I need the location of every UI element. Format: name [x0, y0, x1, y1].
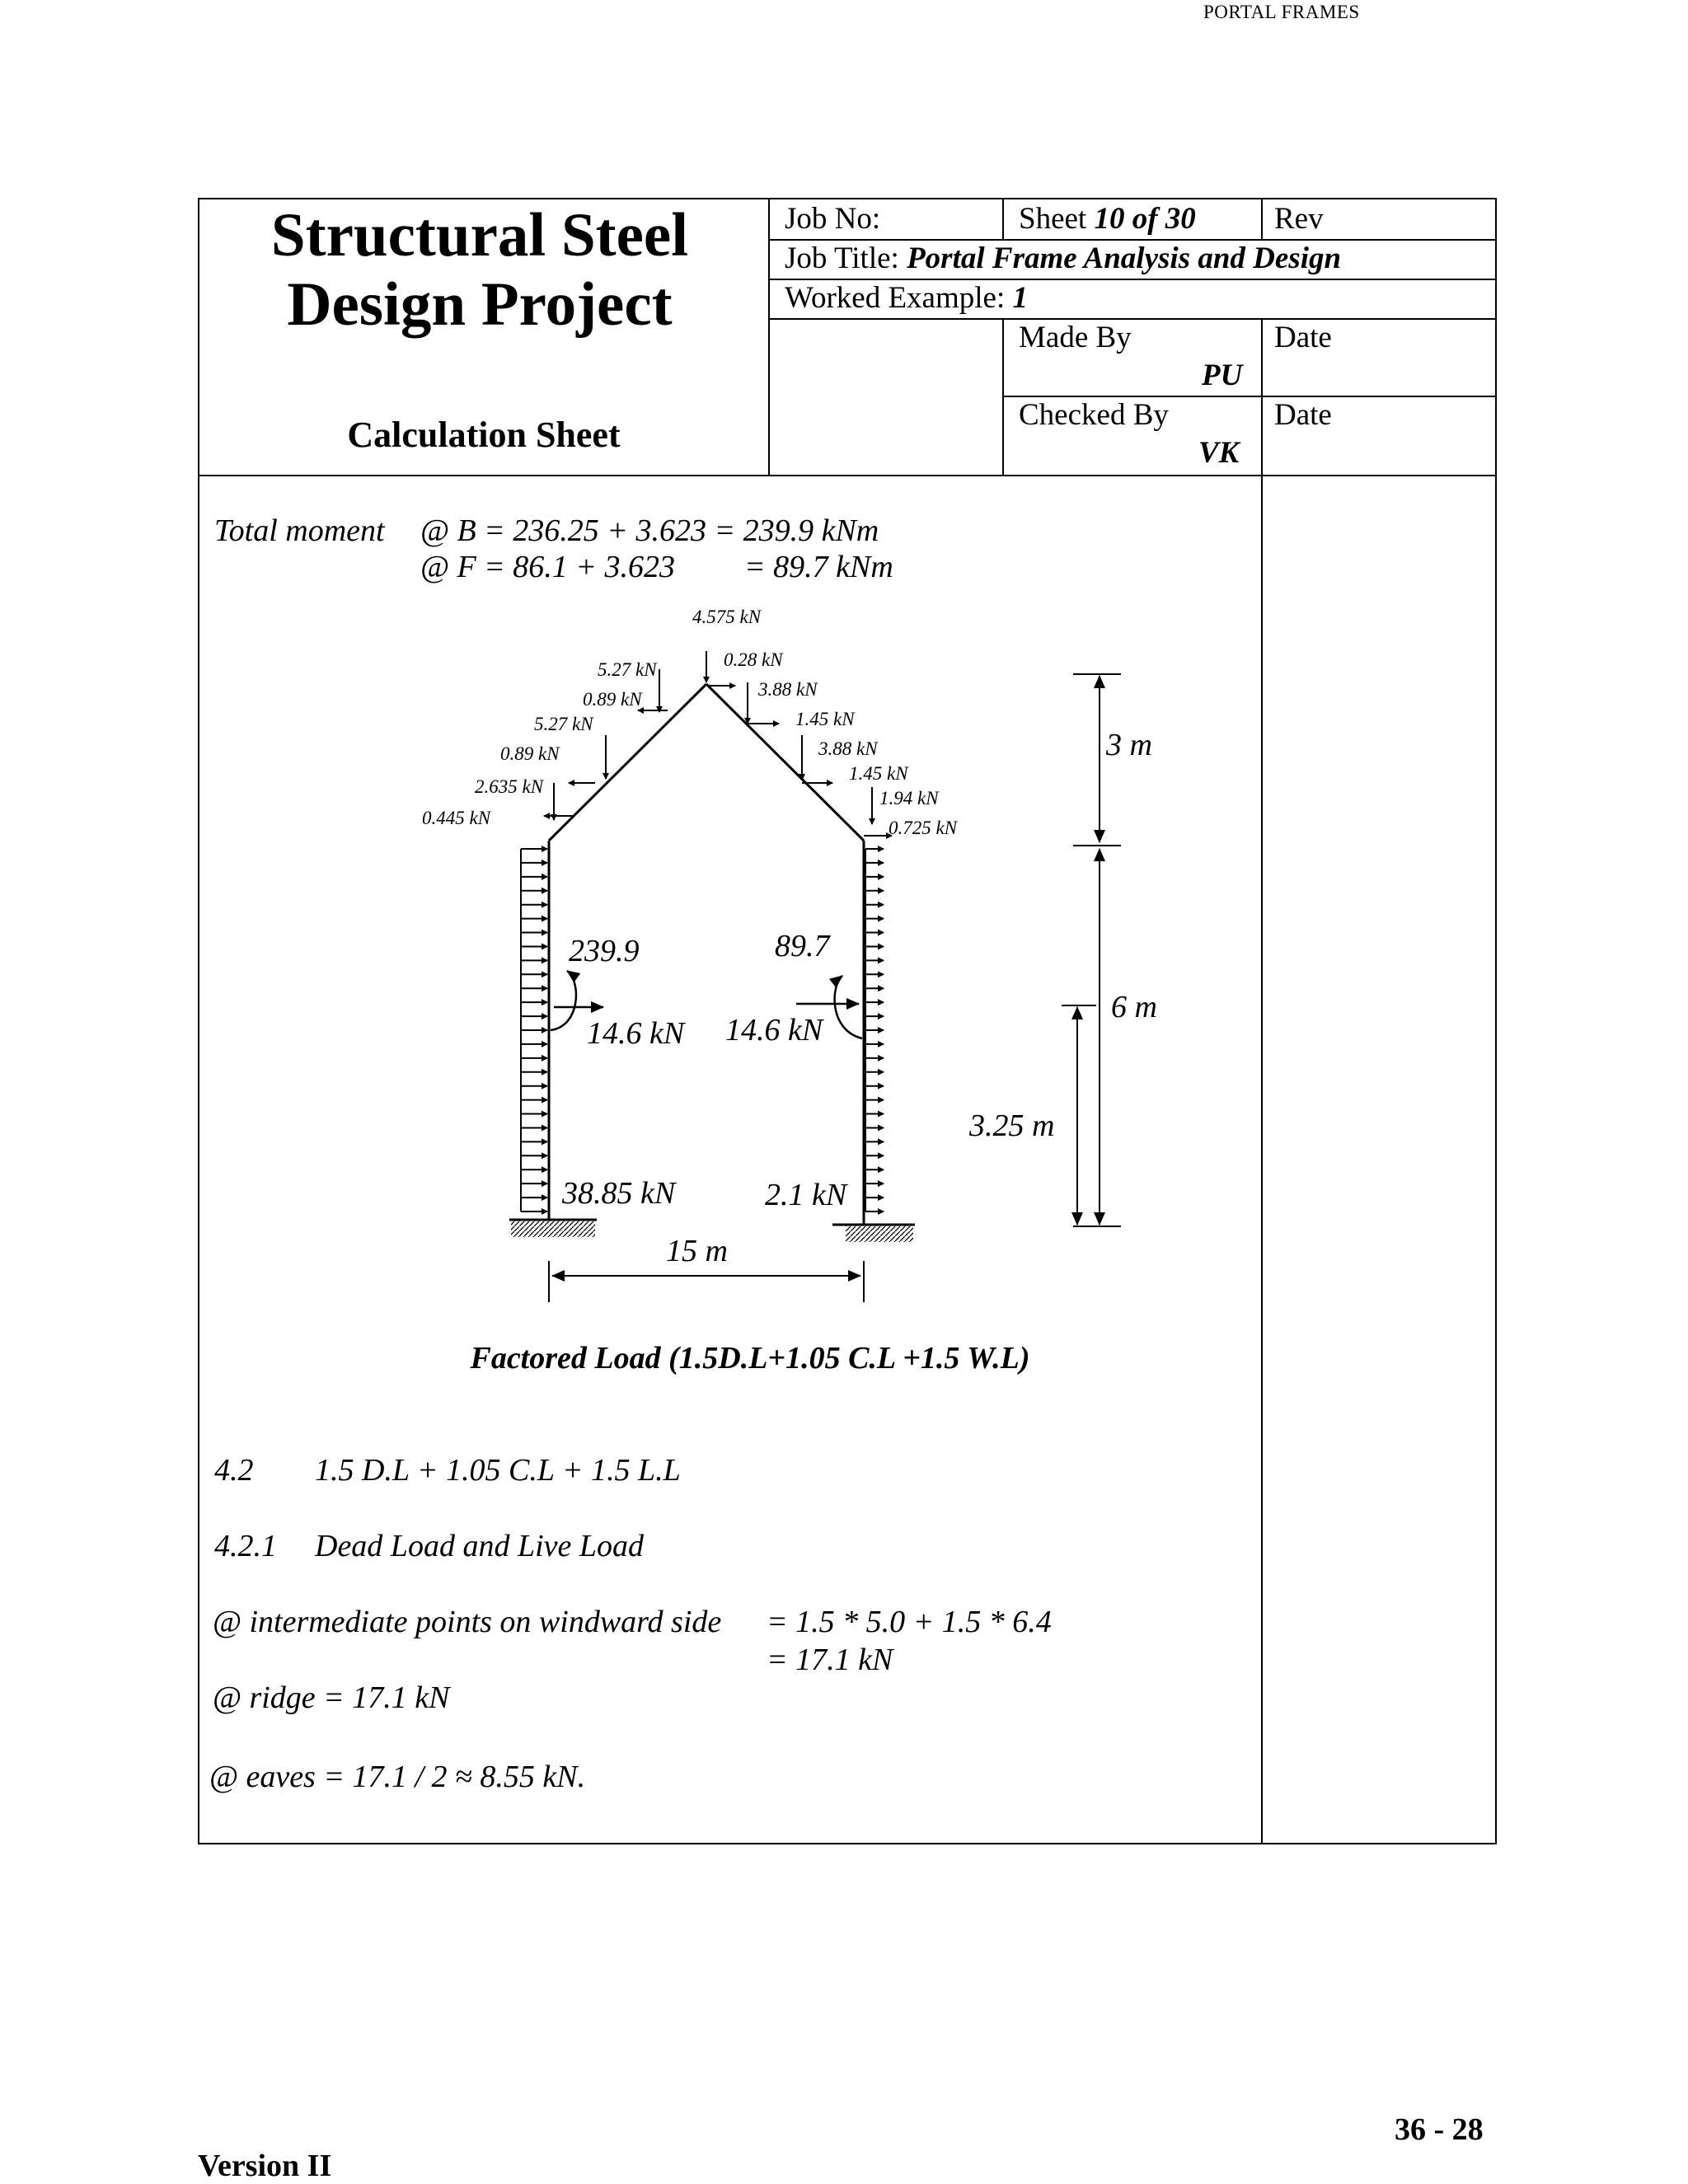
total-moment-b: @ B = 236.25 + 3.623 = 239.9 kNm [420, 513, 879, 548]
right-load-label-5: 1.45 kN [849, 763, 908, 784]
date-label-2: Date [1274, 398, 1332, 432]
job-title-label: Job Title: [785, 241, 899, 275]
right-rafter [706, 684, 864, 841]
right-load-label-7: 0.725 kN [889, 818, 958, 838]
moment-f-label: 89.7 [775, 929, 830, 963]
worked-example-value: 1 [1012, 281, 1028, 315]
running-header: PORTAL FRAMES [1203, 2, 1360, 22]
left-load-label-4: 0.89 kN [500, 743, 560, 764]
section-42-text: 1.5 D.L + 1.05 C.L + 1.5 L.L [315, 1453, 681, 1488]
span-label: 15 m [666, 1234, 728, 1268]
total-moment-label: Total moment [214, 513, 385, 548]
sheet-label: Sheet [1019, 202, 1087, 236]
intermediate-eq2: = 17.1 kN [767, 1643, 893, 1677]
sheet-type: Calculation Sheet [347, 415, 621, 455]
rev-label: Rev [1274, 202, 1324, 236]
total-moment-f-left: @ F = 86.1 + 3.623 [420, 550, 675, 584]
page-number: 36 - 28 [1395, 2112, 1484, 2147]
ridge-load-label: 4.575 kN [692, 607, 762, 627]
rafter-rise-label: 3 m [1106, 728, 1152, 762]
checked-by-value: VK [1198, 436, 1240, 470]
moment-b-curve [551, 971, 576, 1030]
moment-f-curve [835, 976, 862, 1038]
right-load-label-1: 0.28 kN [724, 649, 783, 670]
worked-example-label: Worked Example: [785, 281, 1006, 315]
total-moment-f-right: = 89.7 kNm [744, 550, 893, 584]
section-421-text: Dead Load and Live Load [315, 1529, 644, 1563]
right-load-label-6: 1.94 kN [879, 788, 939, 808]
project-title-line2: Design Project [287, 270, 673, 339]
checked-by-label: Checked By [1019, 398, 1169, 432]
sheet-value: 10 of 30 [1094, 202, 1196, 236]
reaction-right-label: 2.1 kN [765, 1178, 847, 1212]
shear-left-label: 14.6 kN [587, 1016, 685, 1051]
diagram-caption: Factored Load (1.5D.L+1.05 C.L +1.5 W.L) [470, 1341, 1030, 1376]
eaves-line: @ eaves = 17.1 / 2 ≈ 8.55 kN. [209, 1760, 586, 1794]
intermediate-label: @ intermediate points on windward side [213, 1605, 722, 1639]
made-by-value: PU [1202, 359, 1243, 392]
moment-b-label: 239.9 [569, 934, 640, 968]
left-load-label-6: 0.445 kN [422, 808, 491, 828]
job-title-value: Portal Frame Analysis and Design [907, 241, 1342, 275]
project-title-line1: Structural Steel [270, 201, 689, 269]
ridge-line: @ ridge = 17.1 kN [213, 1680, 450, 1715]
left-load-label-3: 5.27 kN [534, 714, 593, 734]
version-label: Version II [198, 2149, 332, 2183]
resultant-height-label: 3.25 m [969, 1108, 1055, 1143]
reaction-left-label: 38.85 kN [562, 1176, 676, 1211]
column-height-label: 6 m [1111, 990, 1157, 1024]
left-support-hatch [511, 1221, 595, 1237]
left-column-wind-arrows [521, 849, 547, 1212]
right-load-label-3: 1.45 kN [795, 709, 855, 729]
right-load-label-4: 3.88 kN [818, 738, 878, 759]
date-label-1: Date [1274, 321, 1332, 354]
right-column-wind-arrows [865, 849, 884, 1212]
section-42-number: 4.2 [214, 1453, 254, 1488]
right-load-label-2: 3.88 kN [758, 679, 818, 700]
section-421-number: 4.2.1 [214, 1529, 277, 1563]
left-load-label-5: 2.635 kN [475, 776, 544, 797]
left-load-label-2: 0.89 kN [583, 689, 642, 710]
intermediate-eq1: = 1.5 * 5.0 + 1.5 * 6.4 [767, 1605, 1052, 1639]
shear-right-label: 14.6 kN [725, 1013, 823, 1047]
job-no-label: Job No: [785, 202, 881, 236]
left-load-label-1: 5.27 kN [598, 659, 657, 680]
right-support-hatch [846, 1226, 913, 1242]
made-by-label: Made By [1019, 321, 1132, 354]
